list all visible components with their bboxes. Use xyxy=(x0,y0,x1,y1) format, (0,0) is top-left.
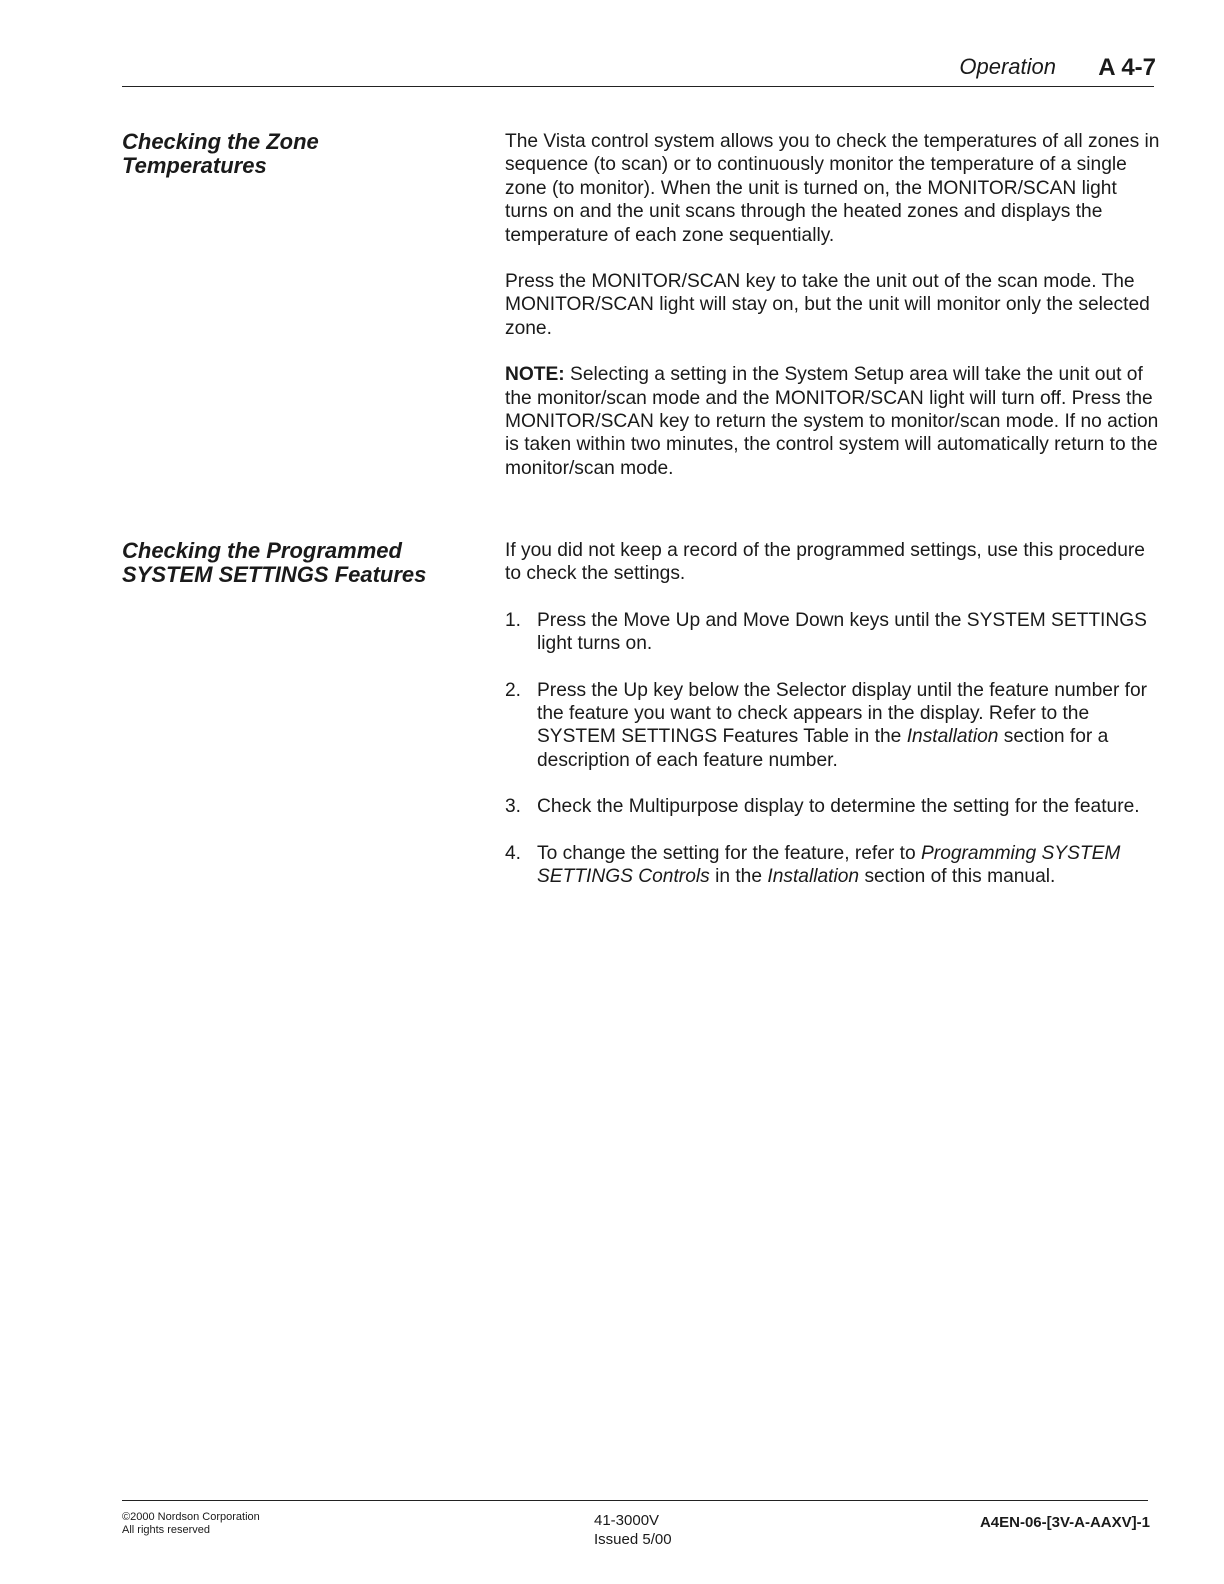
procedure-steps xyxy=(505,609,1160,889)
footer-doc-block xyxy=(594,1511,672,1549)
step-text: section of this manual. xyxy=(864,866,1056,888)
note-text: Selecting a setting in the System Setup area will take the unit out of the monitor/scan mode and the MONITOR/SCAN light will turn off. Press the MONITOR/SCAN key to return the system to monitor/scan mode. If no action is taken within two minutes, the control system will automatically return to the monitor/scan mode. xyxy=(505,364,1159,479)
footer-rights: All rights reserved xyxy=(122,1524,211,1536)
zone-temps-paragraph-2: Press the MONITOR/SCAN key to take the unit out of the scan mode. The MONITOR/SCAN light will stay on, but the unit will monitor only the selected zone. xyxy=(505,271,1150,339)
procedure-step xyxy=(505,842,1160,889)
procedure-step xyxy=(505,679,1160,773)
heading-line: Checking the Programmed xyxy=(122,538,402,563)
footer-copyright-block xyxy=(122,1511,260,1537)
header-page-number: A 4-7 xyxy=(1098,54,1156,81)
system-settings-body xyxy=(505,539,1160,911)
note-label: NOTE: xyxy=(505,364,565,386)
header-section-title: Operation xyxy=(959,54,1056,79)
footer-doc-number: 41-3000V xyxy=(594,1512,660,1529)
heading-checking-system-settings xyxy=(122,539,462,587)
step-text-italic: Installation xyxy=(767,866,860,888)
footer-issued: Issued 5/00 xyxy=(594,1531,672,1548)
step-text: Press the Move Up and Move Down keys until the SYSTEM SETTINGS light turns on. xyxy=(537,609,1147,655)
footer-copyright: ©2000 Nordson Corporation xyxy=(122,1511,260,1523)
step-text-italic: Programming SYSTEM SETTINGS Controls xyxy=(537,842,1121,888)
step-text: To change the setting for the feature, refer to xyxy=(537,842,916,864)
step-number: 4. xyxy=(505,842,522,864)
procedure-step xyxy=(505,795,1160,818)
heading-line: SYSTEM SETTINGS Features xyxy=(122,562,427,587)
step-number: 3. xyxy=(505,796,522,818)
heading-line: Temperatures xyxy=(122,153,267,178)
step-text-italic: Installation xyxy=(906,726,999,748)
footer-code: A4EN-06-[3V-A-AAXV]-1 xyxy=(979,1514,1150,1531)
heading-line: Checking the Zone xyxy=(122,129,319,154)
zone-temps-paragraph-1: The Vista control system allows you to check the temperatures of all zones in sequence (to scan) or to continuously monitor the temperature of a single zone (to monitor). When the unit is turned on, the MONITOR/SCAN light turns on and the unit scans through the heated zones and displays the temperature of each zone sequentially. xyxy=(505,131,1160,246)
step-text: Check the Multipurpose display to determine the setting for the feature. xyxy=(537,796,1140,818)
step-number: 1. xyxy=(505,609,522,631)
step-text: Press the Up key below the Selector display until the feature number for the feature you want to check appears in the display. Refer to the SYSTEM SETTINGS Features Table in the xyxy=(537,679,1148,748)
procedure-step xyxy=(505,609,1160,656)
zone-temps-note xyxy=(505,363,1160,480)
heading-checking-zone-temperatures xyxy=(122,130,462,178)
zone-temps-body xyxy=(505,130,1160,503)
step-text: section for a description of each feature number. xyxy=(537,726,1109,771)
step-number: 2. xyxy=(505,679,522,701)
footer-rule xyxy=(122,1500,1148,1501)
system-settings-intro: If you did not keep a record of the programmed settings, use this procedure to check the settings. xyxy=(505,540,1145,585)
step-text: in the xyxy=(715,866,763,888)
header-rule xyxy=(122,86,1154,87)
